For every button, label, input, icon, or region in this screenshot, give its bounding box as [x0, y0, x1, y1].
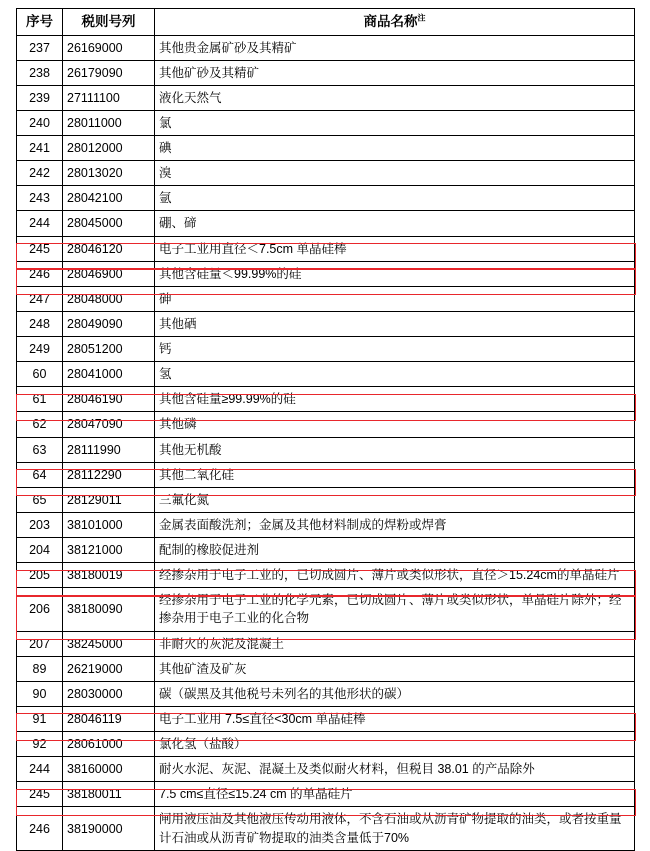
cell-goods-name: 电子工业用 7.5≤直径<30cm 单晶硅棒 [155, 706, 635, 731]
cell-serial: 245 [17, 236, 63, 261]
cell-code: 28045000 [63, 211, 155, 236]
cell-goods-name: 砷 [155, 286, 635, 311]
table-header-row [17, 9, 635, 36]
cell-code: 38160000 [63, 757, 155, 782]
cell-serial: 91 [17, 706, 63, 731]
table-row [17, 60, 635, 85]
cell-goods-name: 耐火水泥、灰泥、混凝土及类似耐火材料，但税目 38.01 的产品除外 [155, 757, 635, 782]
cell-serial: 60 [17, 362, 63, 387]
cell-goods-name: 氩 [155, 186, 635, 211]
cell-goods-name: 碳（碳黑及其他税号未列名的其他形状的碳） [155, 681, 635, 706]
cell-code: 28013020 [63, 161, 155, 186]
table-row [17, 512, 635, 537]
table-row [17, 487, 635, 512]
cell-code: 28046190 [63, 387, 155, 412]
cell-goods-name: 三氟化氮 [155, 487, 635, 512]
table-row [17, 656, 635, 681]
table-row [17, 362, 635, 387]
cell-code: 27111100 [63, 85, 155, 110]
cell-serial: 242 [17, 161, 63, 186]
cell-goods-name: 7.5 cm≤直径≤15.24 cm 的单晶硅片 [155, 782, 635, 807]
cell-code: 28112290 [63, 462, 155, 487]
cell-code: 28042100 [63, 186, 155, 211]
cell-code: 38121000 [63, 538, 155, 563]
cell-goods-name: 其他无机酸 [155, 437, 635, 462]
cell-code: 38245000 [63, 631, 155, 656]
cell-goods-name: 其他矿渣及矿灰 [155, 656, 635, 681]
cell-serial: 241 [17, 136, 63, 161]
cell-goods-name: 氯化氢（盐酸） [155, 732, 635, 757]
tariff-table-page [0, 8, 650, 845]
column-header-code: 税则号列 [63, 9, 155, 36]
cell-serial: 246 [17, 261, 63, 286]
cell-serial: 240 [17, 110, 63, 135]
table-header [17, 9, 635, 36]
cell-serial: 63 [17, 437, 63, 462]
cell-code: 28111990 [63, 437, 155, 462]
cell-goods-name: 经掺杂用于电子工业的化学元素，已切成圆片、薄片或类似形状，单晶硅片除外；经掺杂用于电子工业的化合物 [155, 588, 635, 631]
cell-code: 38180090 [63, 588, 155, 631]
table-body [17, 35, 635, 850]
column-header-note-marker: 注 [417, 13, 426, 23]
table-row [17, 211, 635, 236]
cell-code: 28047090 [63, 412, 155, 437]
cell-code: 38180019 [63, 563, 155, 588]
table-row [17, 136, 635, 161]
table-row [17, 538, 635, 563]
cell-code: 28129011 [63, 487, 155, 512]
cell-code: 26179090 [63, 60, 155, 85]
cell-code: 38101000 [63, 512, 155, 537]
cell-code: 28048000 [63, 286, 155, 311]
cell-goods-name: 其他含硅量≥99.99%的硅 [155, 387, 635, 412]
cell-goods-name: 其他硒 [155, 311, 635, 336]
cell-serial: 205 [17, 563, 63, 588]
cell-goods-name: 其他磷 [155, 412, 635, 437]
table-row [17, 732, 635, 757]
cell-serial: 244 [17, 211, 63, 236]
cell-code: 28030000 [63, 681, 155, 706]
cell-code: 26169000 [63, 35, 155, 60]
tariff-table [16, 8, 635, 851]
cell-serial: 245 [17, 782, 63, 807]
column-header-serial: 序号 [17, 9, 63, 36]
column-header-goods-name [155, 9, 635, 36]
table-row [17, 161, 635, 186]
table-row [17, 186, 635, 211]
table-row [17, 681, 635, 706]
table-row [17, 782, 635, 807]
table-row [17, 706, 635, 731]
table-row [17, 311, 635, 336]
cell-code: 26219000 [63, 656, 155, 681]
table-row [17, 337, 635, 362]
table-row [17, 110, 635, 135]
table-row [17, 261, 635, 286]
cell-code: 28061000 [63, 732, 155, 757]
cell-serial: 206 [17, 588, 63, 631]
cell-serial: 61 [17, 387, 63, 412]
cell-goods-name: 液化天然气 [155, 85, 635, 110]
table-row [17, 412, 635, 437]
table-row [17, 588, 635, 631]
cell-serial: 239 [17, 85, 63, 110]
cell-goods-name: 电子工业用直径＜7.5cm 单晶硅棒 [155, 236, 635, 261]
cell-serial: 207 [17, 631, 63, 656]
cell-goods-name: 闸用液压油及其他液压传动用液体，不含石油或从沥青矿物提取的油类，或者按重量计石油或从沥青矿物提取的油类含量低于70% [155, 807, 635, 850]
cell-goods-name: 金属表面酸洗剂；金属及其他材料制成的焊粉或焊膏 [155, 512, 635, 537]
column-header-goods-name-text: 商品名称 [363, 14, 418, 29]
cell-goods-name: 硼、碲 [155, 211, 635, 236]
cell-serial: 62 [17, 412, 63, 437]
cell-code: 28046120 [63, 236, 155, 261]
table-row [17, 236, 635, 261]
table-row [17, 85, 635, 110]
cell-code: 28051200 [63, 337, 155, 362]
table-row [17, 437, 635, 462]
cell-goods-name: 其他二氧化硅 [155, 462, 635, 487]
cell-code: 28011000 [63, 110, 155, 135]
cell-goods-name: 其他矿砂及其精矿 [155, 60, 635, 85]
cell-serial: 90 [17, 681, 63, 706]
cell-serial: 247 [17, 286, 63, 311]
cell-goods-name: 配制的橡胶促进剂 [155, 538, 635, 563]
cell-serial: 237 [17, 35, 63, 60]
cell-goods-name: 非耐火的灰泥及混凝土 [155, 631, 635, 656]
table-row [17, 35, 635, 60]
cell-goods-name: 碘 [155, 136, 635, 161]
table-row [17, 563, 635, 588]
table-row [17, 286, 635, 311]
cell-code: 28046119 [63, 706, 155, 731]
cell-serial: 243 [17, 186, 63, 211]
cell-serial: 249 [17, 337, 63, 362]
cell-goods-name: 氯 [155, 110, 635, 135]
cell-serial: 64 [17, 462, 63, 487]
cell-code: 38180011 [63, 782, 155, 807]
cell-goods-name: 经掺杂用于电子工业的，已切成圆片、薄片或类似形状，直径＞15.24cm的单晶硅片 [155, 563, 635, 588]
cell-code: 38190000 [63, 807, 155, 850]
cell-serial: 204 [17, 538, 63, 563]
cell-goods-name: 溴 [155, 161, 635, 186]
table-row [17, 462, 635, 487]
cell-goods-name: 氢 [155, 362, 635, 387]
cell-serial: 203 [17, 512, 63, 537]
cell-serial: 238 [17, 60, 63, 85]
cell-goods-name: 其他贵金属矿砂及其精矿 [155, 35, 635, 60]
cell-serial: 246 [17, 807, 63, 850]
cell-serial: 244 [17, 757, 63, 782]
cell-goods-name: 钙 [155, 337, 635, 362]
table-row [17, 631, 635, 656]
table-row [17, 807, 635, 850]
cell-goods-name: 其他含硅量＜99.99%的硅 [155, 261, 635, 286]
cell-code: 28049090 [63, 311, 155, 336]
cell-code: 28041000 [63, 362, 155, 387]
cell-serial: 65 [17, 487, 63, 512]
cell-serial: 89 [17, 656, 63, 681]
cell-serial: 92 [17, 732, 63, 757]
table-row [17, 757, 635, 782]
cell-code: 28046900 [63, 261, 155, 286]
cell-serial: 248 [17, 311, 63, 336]
table-row [17, 387, 635, 412]
cell-code: 28012000 [63, 136, 155, 161]
